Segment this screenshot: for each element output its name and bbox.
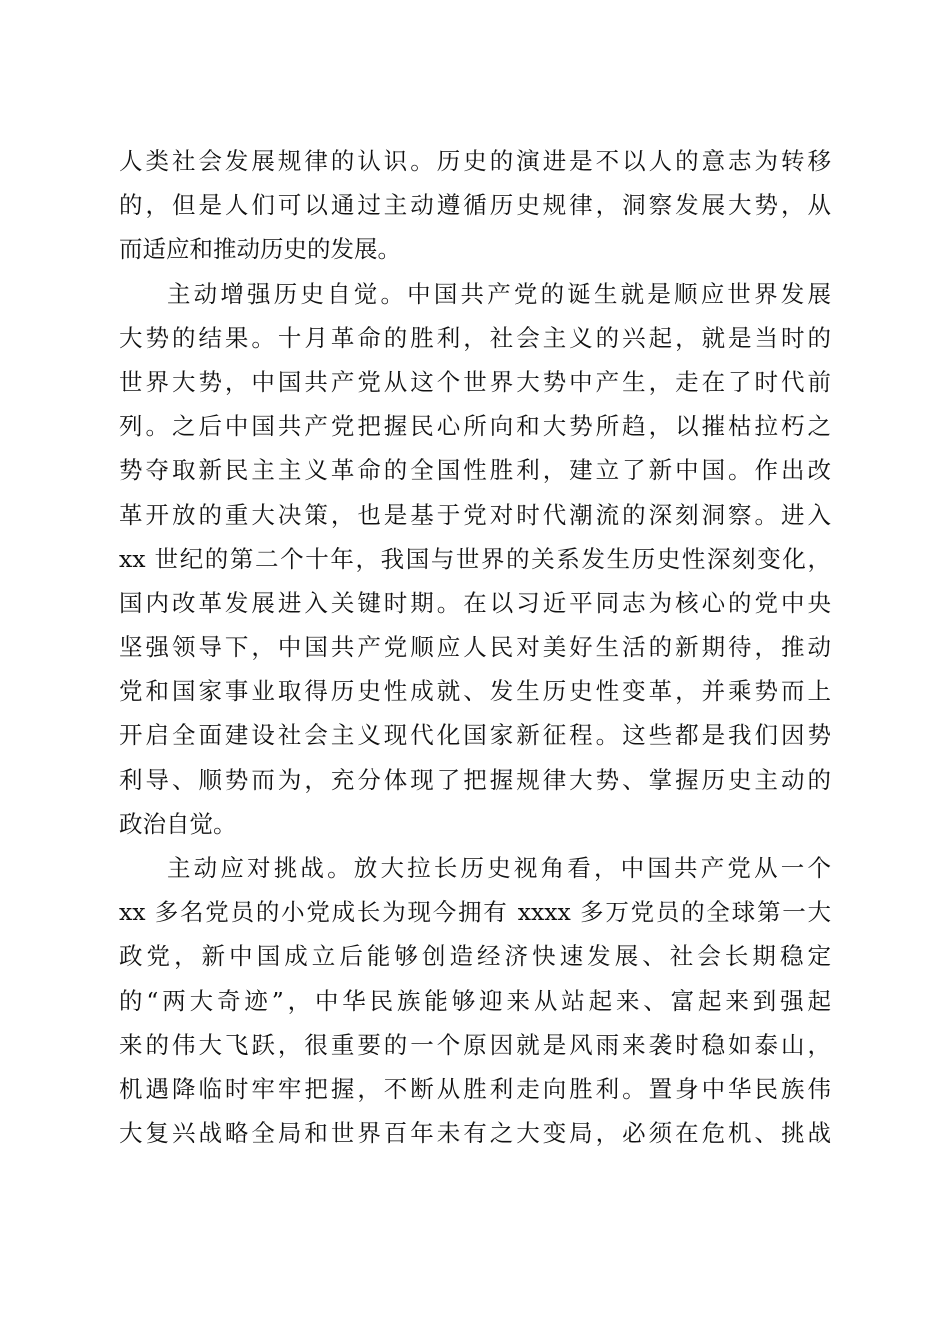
text-line: xx 多名党员的小党成长为现今拥有 xxxx 多万党员的全球第一大: [119, 898, 831, 927]
text-line: 开启全面建设社会主义现代化国家新征程。这些都是我们因势: [119, 721, 831, 750]
text-line: 政党，新中国成立后能够创造经济快速发展、社会长期稳定: [119, 942, 831, 971]
text-line: 的“两大奇迹”，中华民族能够迎来从站起来、富起来到强起: [119, 986, 831, 1015]
text-line: xx 世纪的第二个十年，我国与世界的关系发生历史性深刻变化，: [119, 544, 831, 573]
body-text: [119, 139, 831, 1155]
text-line: 利导、顺势而为，充分体现了把握规律大势、掌握历史主动的: [119, 765, 831, 794]
text-line: 而适应和推动历史的发展。: [119, 235, 401, 264]
text-line: 列。之后中国共产党把握民心所向和大势所趋，以摧枯拉朽之: [119, 412, 831, 441]
paragraph-3: [119, 846, 831, 1155]
text-line: 大势的结果。十月革命的胜利，社会主义的兴起，就是当时的: [119, 323, 831, 352]
paragraph-2: [119, 272, 831, 846]
text-line: 国内改革发展进入关键时期。在以习近平同志为核心的党中央: [119, 588, 831, 617]
text-line: 机遇降临时牢牢把握，不断从胜利走向胜利。置身中华民族伟: [119, 1074, 831, 1103]
text-line: 人类社会发展规律的认识。历史的演进是不以人的意志为转移: [119, 147, 831, 175]
text-line: 革开放的重大决策，也是基于党对时代潮流的深刻洞察。进入: [119, 500, 831, 529]
text-line: 势夺取新民主主义革命的全国性胜利，建立了新中国。作出改: [119, 456, 831, 485]
text-line: 世界大势，中国共产党从这个世界大势中产生，走在了时代前: [119, 367, 831, 396]
text-line: 的，但是人们可以通过主动遵循历史规律，洞察发展大势，从: [119, 191, 831, 220]
text-line: 主动应对挑战。放大拉长历史视角看，中国共产党从一个: [167, 854, 831, 882]
paragraph-1: [119, 139, 831, 272]
text-line: 党和国家事业取得历史性成就、发生历史性变革，并乘势而上: [119, 677, 831, 706]
text-line: 政治自觉。: [119, 809, 237, 838]
text-line: 来的伟大飞跃，很重要的一个原因就是风雨来袭时稳如泰山，: [119, 1030, 831, 1059]
text-line: 坚强领导下，中国共产党顺应人民对美好生活的新期待，推动: [119, 633, 831, 662]
text-line: 大复兴战略全局和世界百年未有之大变局，必须在危机、挑战: [119, 1119, 831, 1148]
text-line: 主动增强历史自觉。中国共产党的诞生就是顺应世界发展: [167, 279, 831, 308]
